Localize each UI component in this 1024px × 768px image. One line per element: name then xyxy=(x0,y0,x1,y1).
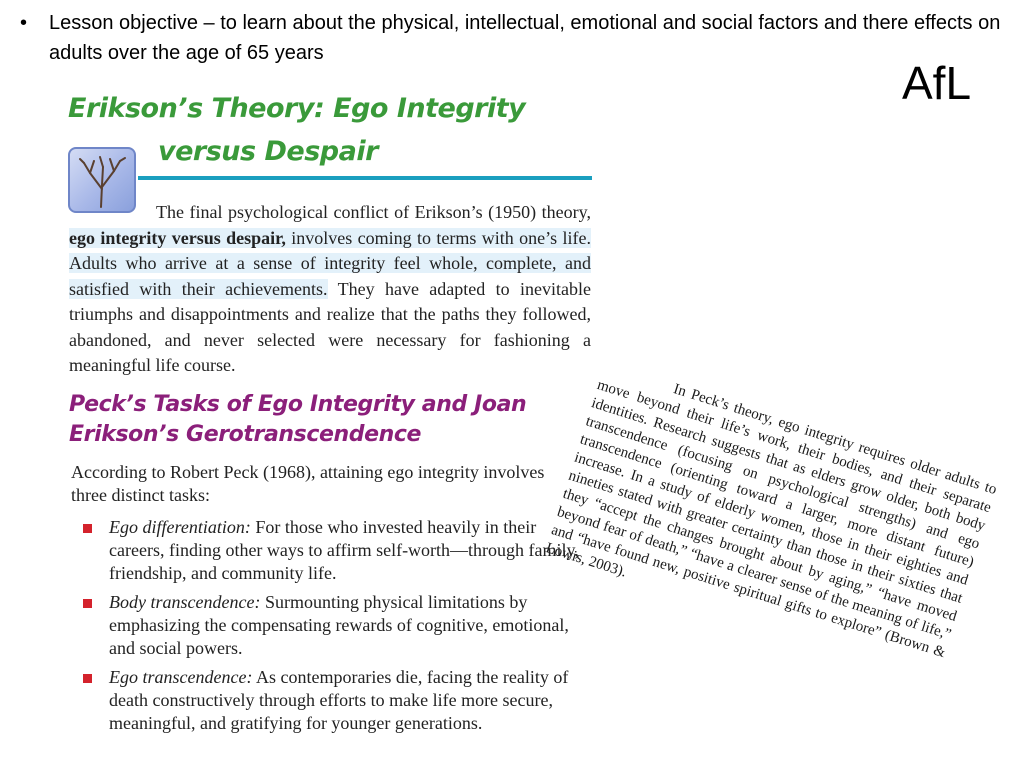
peck-heading-line1: Peck’s Tasks of Ego Integrity and Joan xyxy=(69,392,527,417)
task-term: Ego transcendence: xyxy=(109,667,253,687)
red-square-bullet-icon xyxy=(83,524,92,533)
objective-text: Lesson objective – to learn about the physical, intellectual, emotional and social factors and there effects on adults over the age of 65 years xyxy=(49,12,1001,64)
task-text: For those who invested heavily in their careers, finding other ways to affirm self-worth—through family, friendship, and community life. xyxy=(109,517,579,583)
objective-bullet: • xyxy=(20,12,28,34)
peck-heading-line2: Erikson’s Gerotranscendence xyxy=(69,422,422,447)
paragraph-bold-term: ego integrity versus despair, xyxy=(69,227,286,248)
rotated-paragraph-text: In Peck’s theory, ego integrity requires older adults to move beyond their life’s work, their bodies, and their separate identities. Research suggests that as elders grow older, both body transcendence (focusing on psychological strengths) and ego transcendence (orienting toward a larger, more distant future) increase. In a study of elderly women, those in their eighties and nineties stated with greater certainty than those in their sixties that they “accept the changes brought about by aging,” “have moved beyond fear of death,” “have a clearer sense of the meaning of life,” and “have found new, positive spiritual gifts to explore” (Brown & Lowis, 2003). xyxy=(543,377,999,662)
rotated-paragraph xyxy=(543,358,999,681)
task-term: Ego differentiation: xyxy=(109,517,251,537)
rotated-excerpt xyxy=(543,358,999,681)
lesson-objective xyxy=(20,8,1010,68)
list-item xyxy=(80,516,580,585)
paragraph-start: The final psychological conflict of Erikson’s (1950) theory, xyxy=(156,202,591,222)
paragraph-end: They have adapted to inevitable triumphs and disappointments and realize that the paths they followed, abandoned, and never selected were necessary for fashioning a meaningful life course. xyxy=(69,278,591,375)
erikson-heading-line2: versus Despair xyxy=(158,136,378,167)
red-square-bullet-icon xyxy=(83,674,92,683)
task-text: As contemporaries die, facing the reality of death constructively through efforts to make life more secure, meaningful, and gratifying for younger generations. xyxy=(109,667,569,733)
list-item xyxy=(80,591,580,660)
heading-rule xyxy=(138,176,592,180)
peck-intro: According to Robert Peck (1968), attaining ego integrity involves three distinct tasks: xyxy=(71,462,545,505)
red-square-bullet-icon xyxy=(83,599,92,608)
peck-task-list xyxy=(80,516,580,741)
task-text: Surmounting physical limitations by emphasizing the compensating rewards of cognitive, emotional, and social powers. xyxy=(109,592,569,658)
paragraph-highlight-text: involves coming to terms with one’s life. Adults who arrive at a sense of integrity feel whole, complete, and satisfied with their achievements. xyxy=(69,227,591,299)
integrity-paragraph xyxy=(69,200,591,379)
erikson-heading-line1: Erikson’s Theory: Ego Integrity xyxy=(68,93,526,124)
afl-label: AfL xyxy=(902,57,972,109)
task-term: Body transcendence: xyxy=(109,592,261,612)
list-item xyxy=(80,666,580,735)
